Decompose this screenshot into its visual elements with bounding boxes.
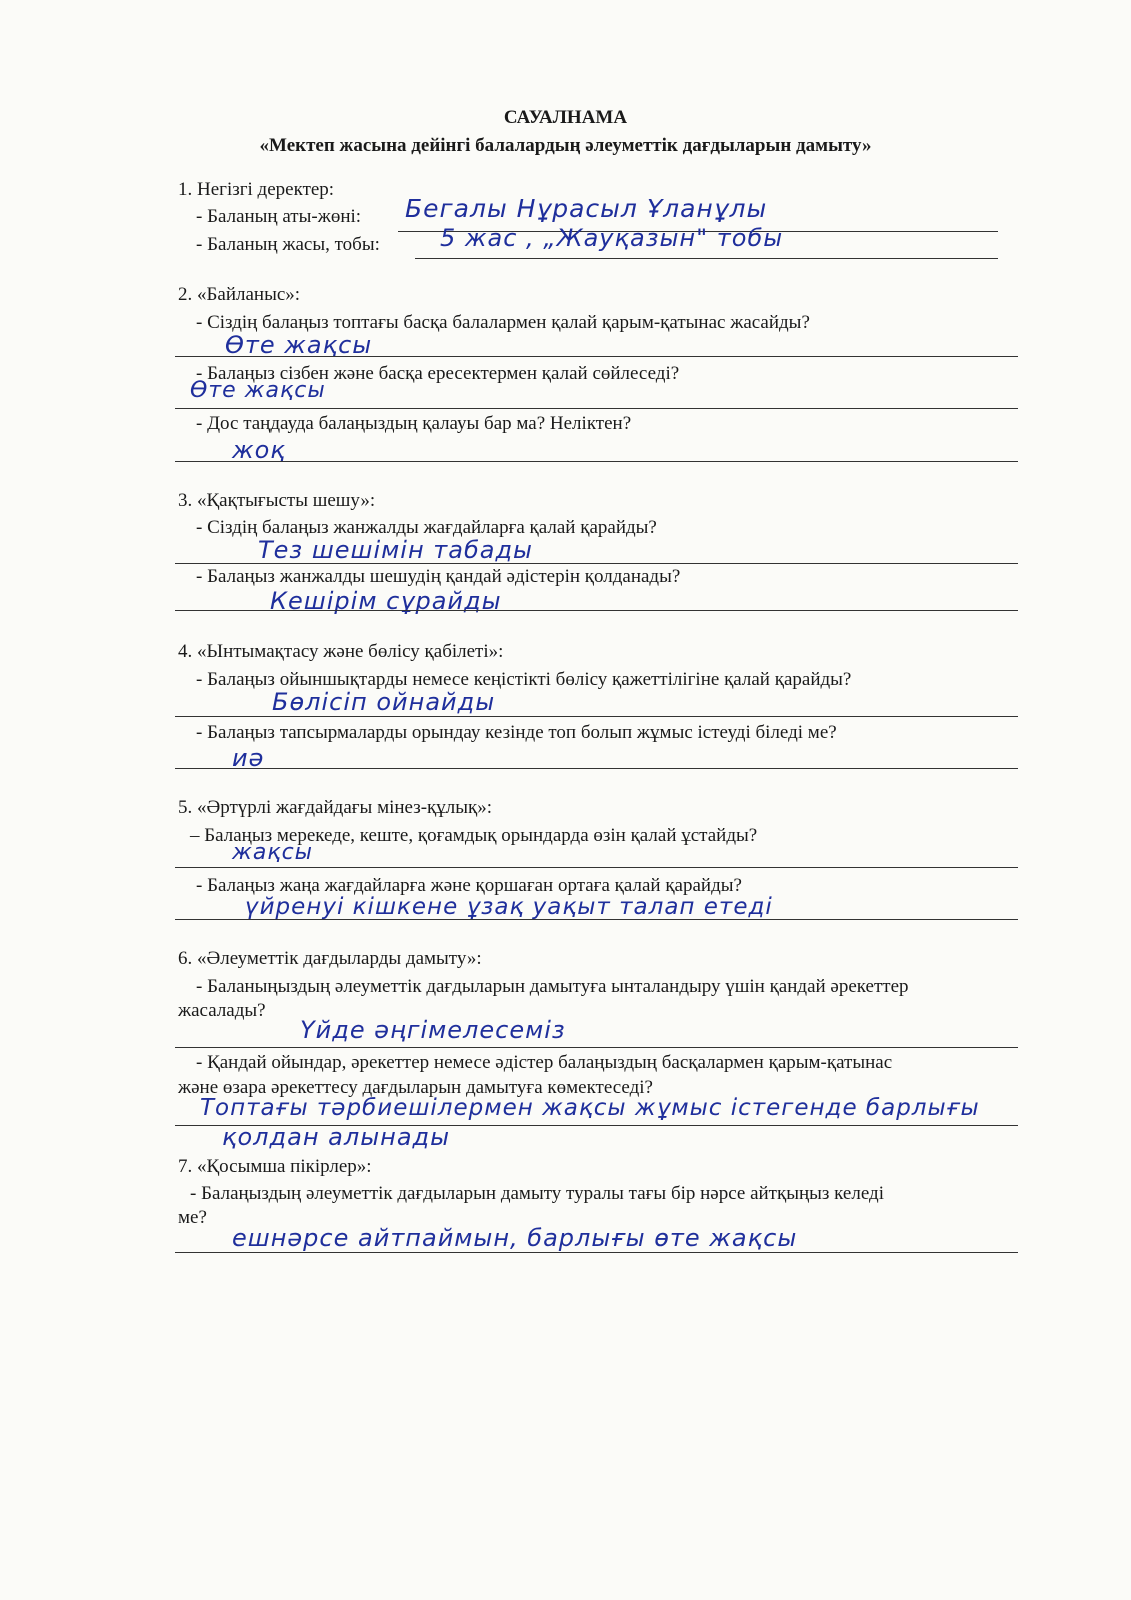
section-7-answer-1-line (175, 1252, 1018, 1253)
child-name-label: - Баланың аты-жөні: (196, 206, 362, 227)
section-5-answer-2[interactable]: үйренуі кішкене ұзақ уақыт талап етеді (245, 894, 773, 920)
section-6-heading: 6. «Әлеуметтік дағдыларды дамыту»: (178, 948, 482, 969)
section-5-heading: 5. «Әртүрлі жағдайдағы мінез-құлық»: (178, 797, 493, 818)
section-5-question-1: – Балаңыз мерекеде, кеште, қоғамдық орындарда өзін қалай ұстайды? (190, 825, 758, 846)
section-7-heading: 7. «Қосымша пікірлер»: (178, 1156, 372, 1177)
section-6-answer-1[interactable]: Үйде әңгімелесеміз (300, 1016, 566, 1044)
section-3-heading: 3. «Қақтығысты шешу»: (178, 490, 376, 511)
section-3-question-1: - Сіздің балаңыз жанжалды жағдайларға қалай қарайды? (196, 517, 657, 538)
section-2-answer-2-line (175, 408, 1018, 409)
section-2-answer-3[interactable]: жоқ (232, 436, 286, 464)
child-name-answer[interactable]: Бегалы Нұрасыл Ұланұлы (405, 194, 768, 223)
section-6-answer-2b[interactable]: қолдан алынады (222, 1123, 451, 1151)
section-5-question-2: - Балаңыз жаңа жағдайларға және қоршаған ортаға қалай қарайды? (196, 875, 742, 896)
section-7-answer-1[interactable]: ешнәрсе айтпаймын, барлығы өте жақсы (232, 1224, 798, 1252)
child-age-line (415, 258, 998, 259)
section-2-question-3: - Дос таңдауда балаңыздың қалауы бар ма? Неліктен? (196, 413, 632, 434)
section-6-answer-2a[interactable]: Топтағы тәрбиешілермен жақсы жұмыс істегенде барлығы (200, 1095, 980, 1121)
section-2-answer-1[interactable]: Өте жақсы (225, 331, 373, 359)
section-6-answer-1-line (175, 1047, 1018, 1048)
form-subtitle: «Мектеп жасына дейінгі балалардың әлеуметтік дағдыларын дамыту» (259, 135, 872, 156)
section-2-heading: 2. «Байланыс»: (178, 284, 301, 305)
child-age-answer[interactable]: 5 жас , „Жауқазын" тобы (440, 224, 784, 252)
child-age-label: - Баланың жасы, тобы: (196, 234, 380, 255)
section-4-answer-2-line (175, 768, 1018, 769)
section-3-answer-2[interactable]: Кешірім сұрайды (270, 587, 502, 615)
section-6-question-2a: - Қандай ойындар, әрекеттер немесе әдістер балаңыздың басқалармен қарым-қатынас (196, 1052, 893, 1073)
section-5-answer-1-line (175, 867, 1018, 868)
section-7-question-1a: - Балаңыздың әлеуметтік дағдыларын дамыту туралы тағы бір нәрсе айтқыңыз келеді (190, 1183, 884, 1204)
section-6-question-2b: және өзара әрекеттесу дағдыларын дамытуға көмектеседі? (178, 1077, 653, 1098)
section-4-question-1: - Балаңыз ойыншықтарды немесе кеңістікті бөлісу қажеттілігіне қалай қарайды? (196, 669, 852, 690)
section-7-question-1b: ме? (178, 1207, 207, 1228)
section-2-answer-3-line (175, 461, 1018, 462)
section-4-answer-1[interactable]: Бөлісіп ойнайды (272, 688, 496, 716)
section-3-answer-2-line (175, 610, 1018, 611)
section-6-question-1a: - Баланыңыздың әлеуметтік дағдыларын дамытуға ынталандыру үшін қандай әрекеттер (196, 976, 909, 997)
section-4-heading: 4. «Ынтымақтасу және бөлісу қабілеті»: (178, 641, 504, 662)
section-1-heading: 1. Негізгі деректер: (178, 179, 335, 200)
section-2-question-2: - Балаңыз сізбен және басқа ересектермен қалай сөйлеседі? (196, 363, 680, 384)
form-title: САУАЛНАМА (503, 107, 628, 128)
section-5-answer-1[interactable]: жақсы (232, 840, 314, 865)
section-4-question-2: - Балаңыз тапсырмаларды орындау кезінде топ болып жұмыс істеуді біледі ме? (196, 722, 837, 743)
section-6-question-1b: жасалады? (178, 1000, 266, 1021)
section-2-answer-1-line (175, 356, 1018, 357)
section-2-question-1: - Сіздің балаңыз топтағы басқа балалармен қалай қарым-қатынас жасайды? (196, 312, 810, 333)
section-3-answer-1[interactable]: Тез шешімін табады (258, 536, 534, 564)
section-3-answer-1-line (175, 563, 1018, 564)
section-3-question-2: - Балаңыз жанжалды шешудің қандай әдістерін қолданады? (196, 566, 681, 587)
section-4-answer-1-line (175, 716, 1018, 717)
section-5-answer-2-line (175, 919, 1018, 920)
section-2-answer-2[interactable]: Өте жақсы (190, 378, 326, 403)
section-4-answer-2[interactable]: иә (232, 744, 265, 772)
